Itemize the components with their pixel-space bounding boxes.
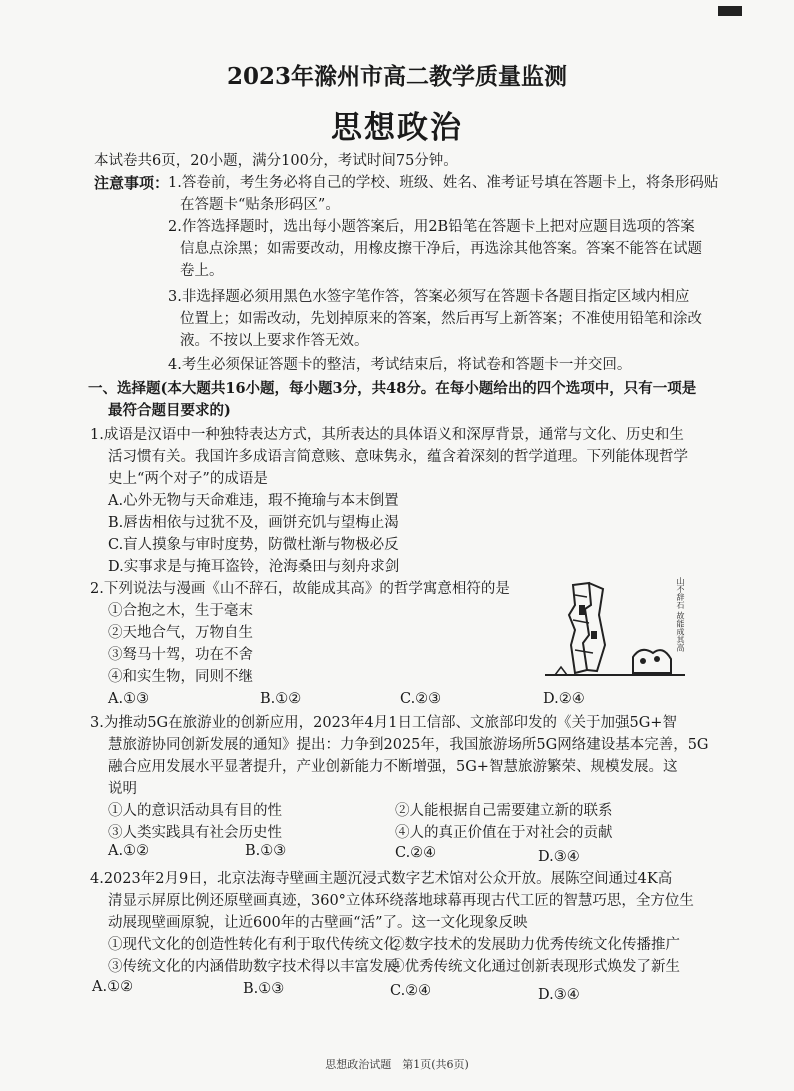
q3-item-3: ③人类实践具有社会历史性 xyxy=(108,825,282,841)
q3-stem-line-3: 融合应用发展水平显著提升，产业创新能力不断增强，5G+智慧旅游繁荣、规模发展。这 xyxy=(108,759,678,775)
section-title-line-2: 最符合题目要求的) xyxy=(108,402,231,419)
q2-item-4: ④和实生物，同则不继 xyxy=(108,669,253,685)
q2-option-c: C.②③ xyxy=(400,691,442,707)
q3-option-b: B.①③ xyxy=(245,843,287,859)
page-footer: 思想政治试题 第1页(共6页) xyxy=(325,1058,469,1071)
q1-option-c: C.盲人摸象与审时度势，防微杜渐与物极必反 xyxy=(108,537,399,553)
exam-title: 2023年滁州市高二教学质量监测 xyxy=(226,63,567,90)
q2-option-b: B.①② xyxy=(260,691,302,707)
q2-item-3: ③驽马十驾，功在不舍 xyxy=(108,647,253,663)
q4-stem-line-2: 清显示屏原比例还原壁画真迹，360°立体环绕落地球幕再现古代工匠的智慧巧思，全方位生 xyxy=(108,893,694,909)
notice-4-line-1: 4.考生必须保证答题卡的整洁，考试结束后，将试卷和答题卡一并交回。 xyxy=(168,357,632,373)
notice-2-line-2: 信息点涂黑；如需要改动，用橡皮擦干净后，再选涂其他答案。答案不能答在试题 xyxy=(180,241,702,257)
q1-option-a: A.心外无物与天命难违，瑕不掩瑜与本末倒置 xyxy=(108,493,399,509)
exam-intro: 本试卷共6页，20小题，满分100分，考试时间75分钟。 xyxy=(94,153,458,169)
q3-option-a: A.①② xyxy=(108,843,150,859)
scan-mark xyxy=(718,6,742,16)
q3-option-c: C.②④ xyxy=(395,845,437,861)
q3-stem-line-4: 说明 xyxy=(108,781,137,797)
q2-option-d: D.②④ xyxy=(543,691,585,707)
notice-3-line-2: 位置上；如需改动，先划掉原来的答案，然后再写上新答案；不准使用铅笔和涂改 xyxy=(180,311,702,327)
q2-stem: 2.下列说法与漫画《山不辞石，故能成其高》的哲学寓意相符的是 xyxy=(90,581,510,597)
q4-stem-line-1: 4.2023年2月9日，北京法海寺壁画主题沉浸式数字艺术馆对公众开放。展陈空间通过4K高 xyxy=(90,871,673,887)
q1-option-d: D.实事求是与掩耳盗铃，沧海桑田与刻舟求剑 xyxy=(108,559,400,575)
q4-item-4: ④优秀传统文化通过创新表现形式焕发了新生 xyxy=(390,959,680,975)
q1-stem-line-1: 1.成语是汉语中一种独特表达方式，其所表达的具体语义和深厚背景，通常与文化、历史和生 xyxy=(90,427,684,443)
q4-item-2: ②数字技术的发展助力优秀传统文化传播推广 xyxy=(390,937,680,953)
comic-illustration xyxy=(545,575,685,690)
comic-caption: 山不辞石 故能成其高 xyxy=(676,577,685,652)
q4-option-a: A.①② xyxy=(92,979,134,995)
q1-option-b: B.唇齿相依与过犹不及，画饼充饥与望梅止渴 xyxy=(108,515,399,531)
q1-stem-line-3: 史上“两个对子”的成语是 xyxy=(108,471,268,487)
q3-item-1: ①人的意识活动具有目的性 xyxy=(108,803,282,819)
q1-stem-line-2: 活习惯有关。我国许多成语言简意赅、意味隽永，蕴含着深刻的哲学道理。下列能体现哲学 xyxy=(108,449,688,465)
q4-option-d: D.③④ xyxy=(538,987,580,1003)
notice-2-line-1: 2.作答选择题时，选出每小题答案后，用2B铅笔在答题卡上把对应题目选项的答案 xyxy=(168,219,695,235)
q4-option-b: B.①③ xyxy=(243,981,285,997)
q4-stem-line-3: 动展现壁画原貌，让近600年的古壁画“活”了。这一文化现象反映 xyxy=(108,915,528,931)
q2-option-a: A.①③ xyxy=(108,691,150,707)
q3-stem-line-1: 3.为推动5G在旅游业的创新应用，2023年4月1日工信部、文旅部印发的《关于加强5G+智 xyxy=(90,715,677,731)
notice-label: 注意事项： xyxy=(94,174,170,192)
q4-item-1: ①现代文化的创造性转化有利于取代传统文化 xyxy=(108,937,398,953)
q4-option-c: C.②④ xyxy=(390,983,432,999)
notice-1-line-2: 在答题卡“贴条形码区”。 xyxy=(180,197,340,213)
notice-3-line-1: 3.非选择题必须用黑色水签字笔作答，答案必须写在答题卡各题目指定区域内相应 xyxy=(168,289,690,305)
q2-item-2: ②天地合气，万物自生 xyxy=(108,625,253,641)
q4-item-3: ③传统文化的内涵借助数字技术得以丰富发展 xyxy=(108,959,398,975)
notice-3-line-3: 液。不按以上要求作答无效。 xyxy=(180,333,369,349)
section-title-line-1: 一、选择题(本大题共16小题，每小题3分，共48分。在每小题给出的四个选项中，只有一项是 xyxy=(88,380,697,397)
subject-title: 思想政治 xyxy=(331,110,463,146)
notice-2-line-3: 卷上。 xyxy=(180,263,224,279)
q3-item-4: ④人的真正价值在于对社会的贡献 xyxy=(395,825,613,841)
q3-option-d: D.③④ xyxy=(538,849,580,865)
q2-item-1: ①合抱之木，生于毫末 xyxy=(108,603,253,619)
q3-stem-line-2: 慧旅游协同创新发展的通知》提出：力争到2025年，我国旅游场所5G网络建设基本完善，5G xyxy=(108,737,709,753)
q3-item-2: ②人能根据自己需要建立新的联系 xyxy=(395,803,613,819)
notice-1-line-1: 1.答卷前，考生务必将自己的学校、班级、姓名、准考证号填在答题卡上，将条形码贴 xyxy=(168,175,719,191)
